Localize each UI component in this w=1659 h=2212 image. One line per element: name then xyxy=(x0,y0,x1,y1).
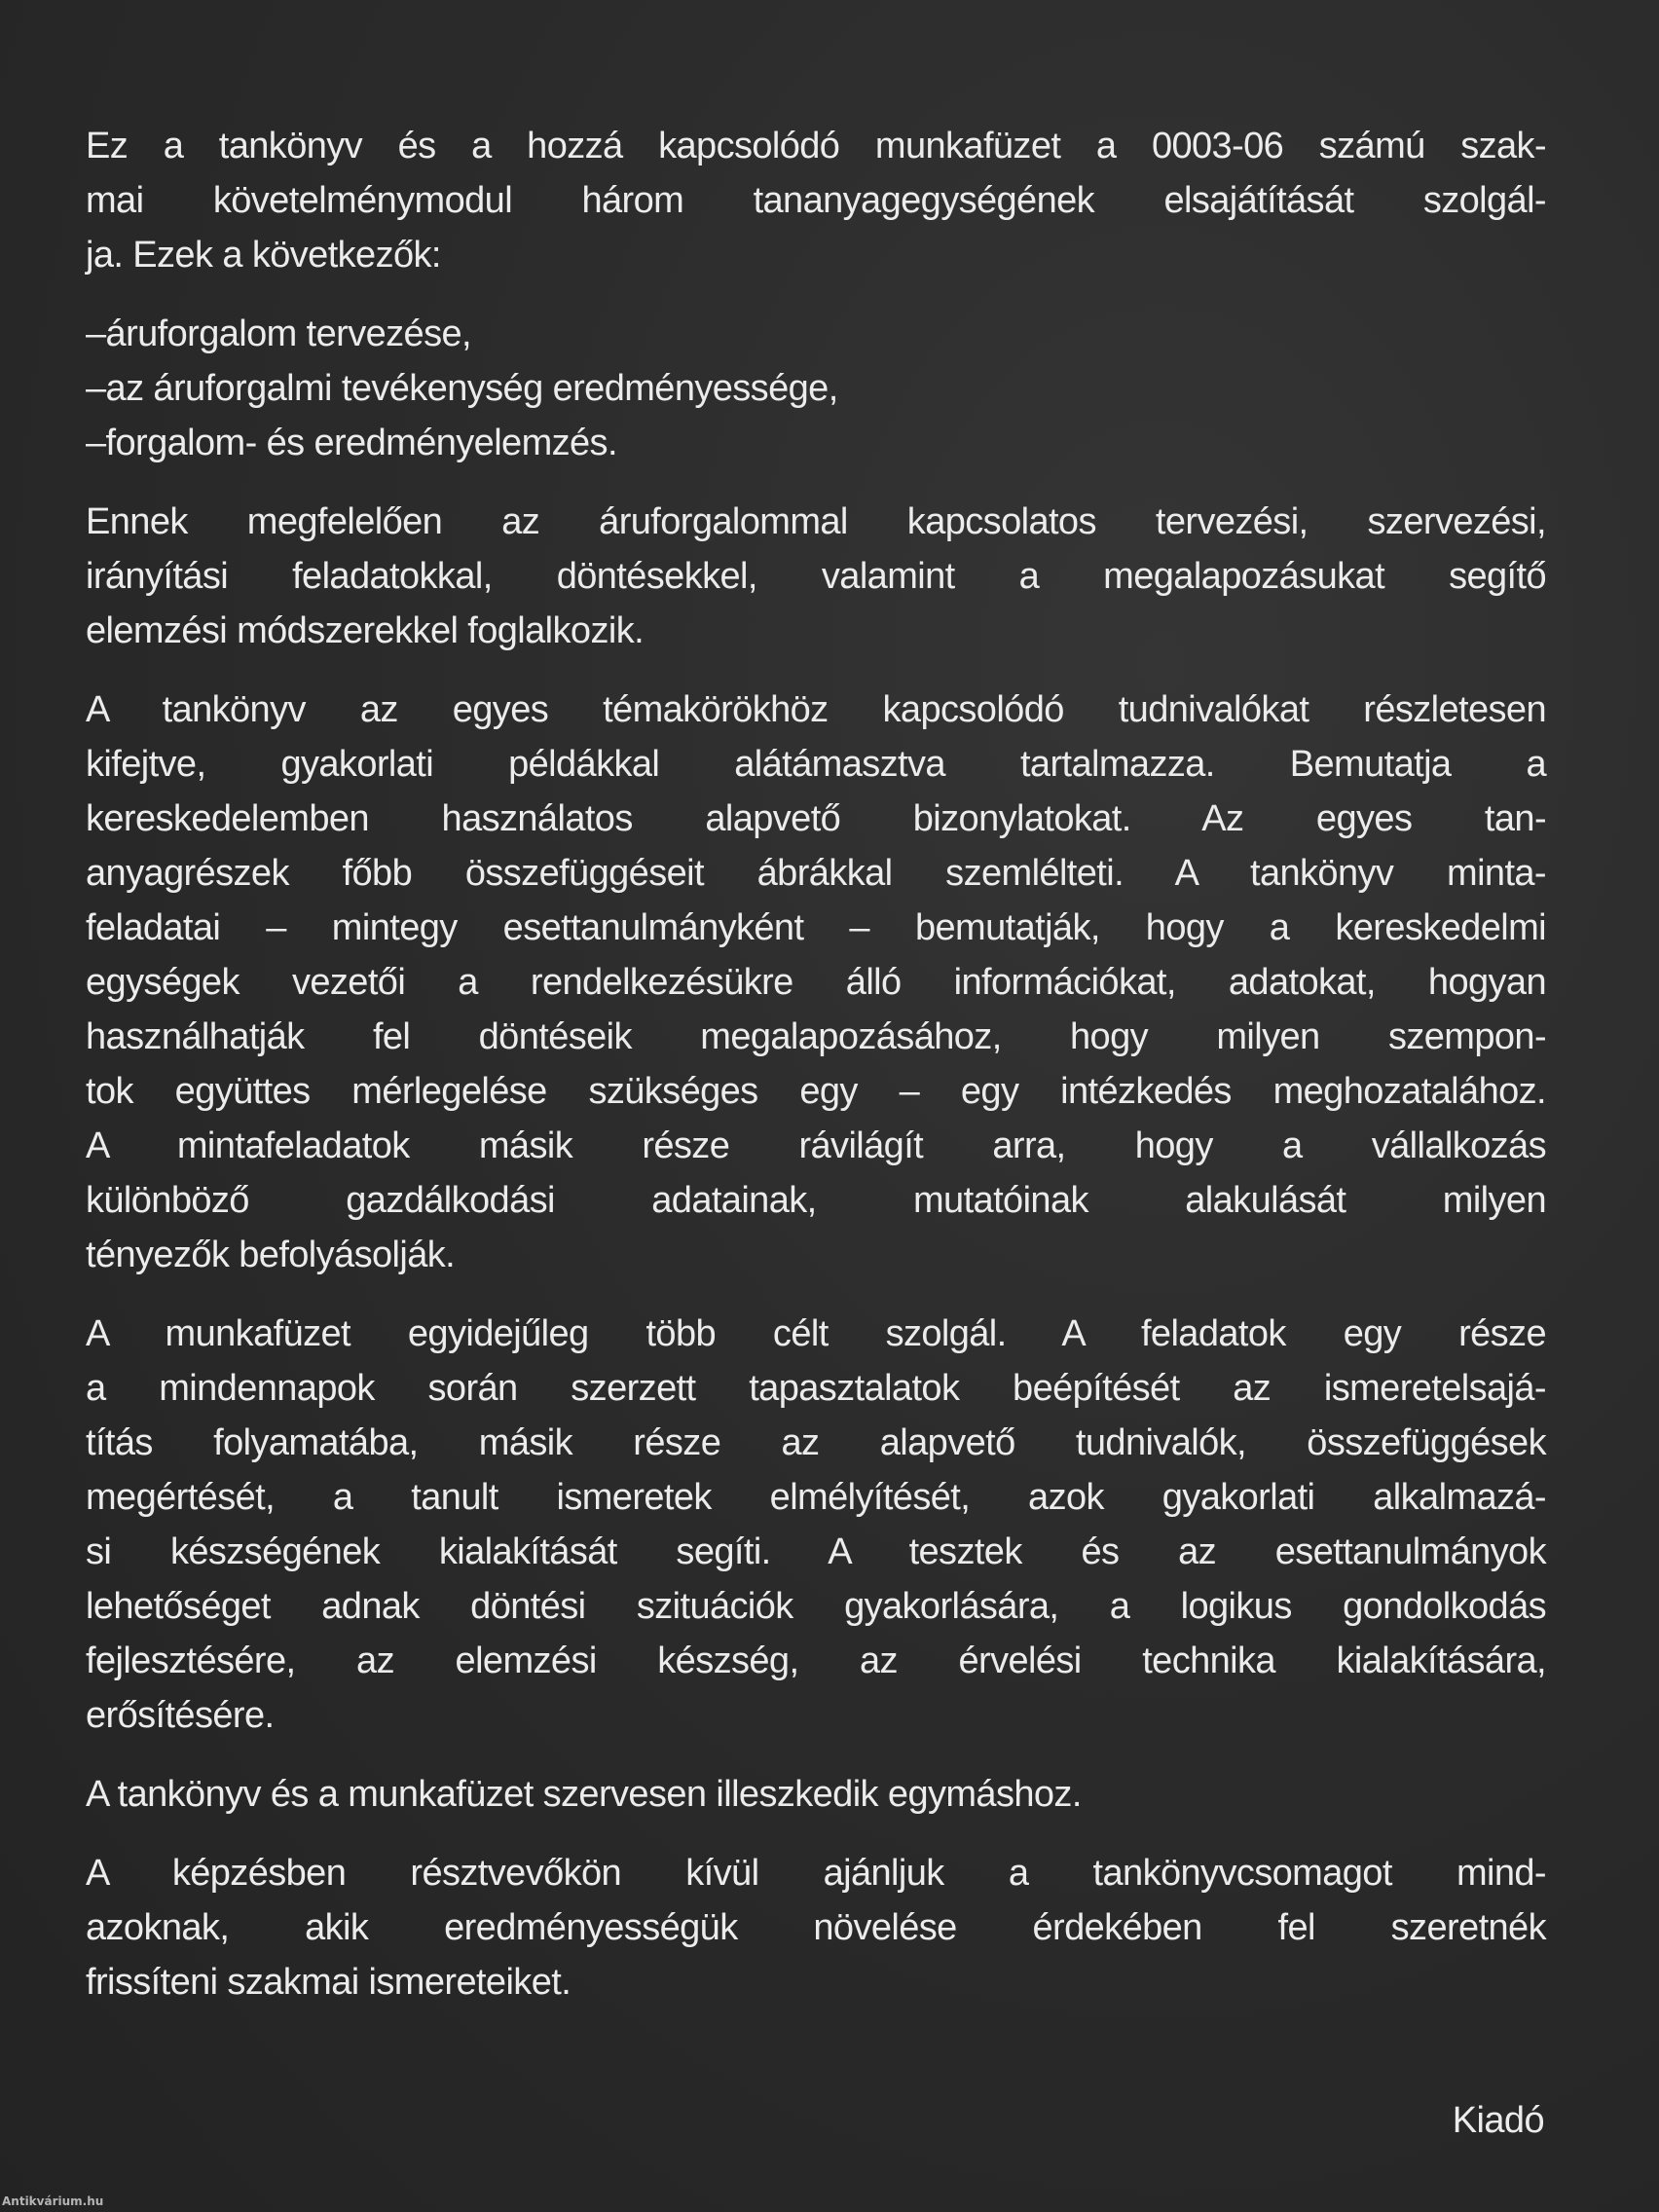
text-line: A tankönyv és a munkafüzet szervesen illeszkedik egymáshoz. xyxy=(86,1774,1082,1815)
text-line: fejlesztésére, az elemzési készség, az érvelési technika kialakítására, xyxy=(86,1641,1546,1681)
text-line: A munkafüzet egyidejűleg több célt szolgál. A feladatok egy része xyxy=(86,1313,1546,1354)
text-line: tényezők befolyásolják. xyxy=(86,1235,456,1275)
text-line: irányítási feladatokkal, döntésekkel, valamint a megalapozásukat segítő xyxy=(86,556,1546,597)
list-item: –az áruforgalmi tevékenység eredményessége, xyxy=(86,368,838,409)
text-line: ja. Ezek a következők: xyxy=(86,235,441,276)
text-line: Ennek megfelelően az áruforgalommal kapcsolatos tervezési, szervezési, xyxy=(86,501,1546,542)
text-line: tok együttes mérlegelése szükséges egy – egy intézkedés meghozatalához. xyxy=(86,1071,1546,1112)
text-line: Ez a tankönyv és a hozzá kapcsolódó munkafüzet a 0003-06 számú szak- xyxy=(86,126,1546,166)
text-line: egységek vezetői a rendelkezésükre álló információkat, adatokat, hogyan xyxy=(86,962,1546,1003)
text-line: különböző gazdálkodási adatainak, mutatóinak alakulását milyen xyxy=(86,1180,1546,1221)
text-line: megértését, a tanult ismeretek elmélyítését, azok gyakorlati alkalmazá- xyxy=(86,1477,1546,1518)
paragraph-intro xyxy=(86,119,1546,282)
paragraph-scope xyxy=(86,495,1546,658)
paragraph-textbook xyxy=(86,682,1546,1282)
text-line: anyagrészek főbb összefüggéseit ábrákkal szemlélteti. A tankönyv minta- xyxy=(86,853,1546,894)
text-line: frissíteni szakmai ismereteiket. xyxy=(86,1962,571,2003)
text-line: feladatai – mintegy esettanulmányként – bemutatják, hogy a kereskedelmi xyxy=(86,907,1546,948)
text-line: A képzésben résztvevőkön kívül ajánljuk a tankönyvcsomagot mind- xyxy=(86,1853,1546,1894)
text-line: kifejtve, gyakorlati példákkal alátámasztva tartalmazza. Bemutatja a xyxy=(86,744,1546,785)
text-line: mai követelménymodul három tananyagegységének elsajátítását szolgál- xyxy=(86,180,1546,221)
back-cover-text xyxy=(86,119,1546,2034)
publisher-signature: Kiadó xyxy=(1452,2100,1544,2141)
paragraph-audience xyxy=(86,1846,1546,2009)
text-line: A tankönyv az egyes témakörökhöz kapcsolódó tudnivalókat részletesen xyxy=(86,689,1546,730)
watermark: Antikvárium.hu xyxy=(2,2194,104,2208)
text-line: erősítésére. xyxy=(86,1695,275,1736)
text-line: lehetőséget adnak döntési szituációk gyakorlására, a logikus gondolkodás xyxy=(86,1586,1546,1627)
text-line: azoknak, akik eredményességük növelése érdekében fel szeretnék xyxy=(86,1907,1546,1948)
text-line: A mintafeladatok másik része rávilágít arra, hogy a vállalkozás xyxy=(86,1125,1546,1166)
topic-list xyxy=(86,307,1546,470)
paragraph-fit xyxy=(86,1767,1546,1822)
text-line: használhatják fel döntéseik megalapozásához, hogy milyen szempon- xyxy=(86,1016,1546,1057)
text-line: a mindennapok során szerzett tapasztalatok beépítését az ismeretelsajá- xyxy=(86,1368,1546,1409)
text-line: kereskedelemben használatos alapvető bizonylatokat. Az egyes tan- xyxy=(86,798,1546,839)
paragraph-workbook xyxy=(86,1307,1546,1743)
list-item: –forgalom- és eredményelemzés. xyxy=(86,423,617,463)
list-item: –áruforgalom tervezése, xyxy=(86,313,471,354)
text-line: elemzési módszerekkel foglalkozik. xyxy=(86,610,645,651)
text-line: títás folyamatába, másik része az alapvető tudnivalók, összefüggések xyxy=(86,1422,1546,1463)
text-line: si készségének kialakítását segíti. A tesztek és az esettanulmányok xyxy=(86,1531,1546,1572)
